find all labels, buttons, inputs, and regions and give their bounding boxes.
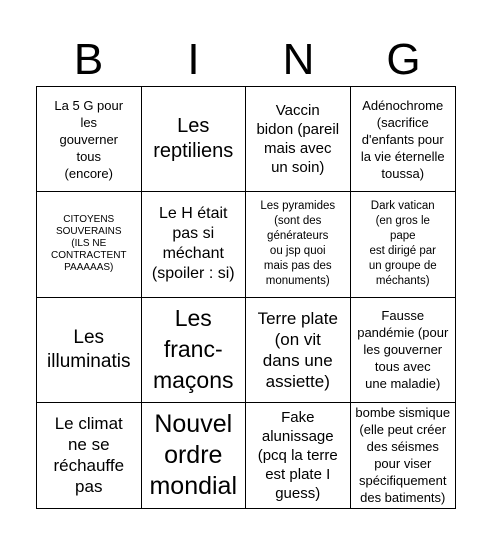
header-letter-i: I <box>187 35 200 84</box>
bingo-cell[interactable] <box>246 298 351 403</box>
bingo-cell[interactable] <box>351 298 456 403</box>
cell-text: Les franc- maçons <box>152 305 234 394</box>
cell-text: Les reptiliens <box>153 115 234 163</box>
bingo-grid <box>36 86 456 509</box>
cell-text: Adénochrome (sacrifice d'enfants pour la vie éternelle toussa) <box>360 97 445 181</box>
bingo-cell[interactable] <box>37 192 142 297</box>
bingo-cell[interactable] <box>246 192 351 297</box>
header-letter-n: N <box>282 35 315 84</box>
bingo-cell[interactable] <box>142 403 247 508</box>
cell-text: Dark vatican (en gros le pape est dirigé par un groupe de méchants) <box>368 200 437 288</box>
header-letter-g: G <box>386 35 421 84</box>
cell-text: bombe sismique (elle peut créer des séismes pour viser spécifiquement des batiments) <box>355 405 451 506</box>
cell-text: Fausse pandémie (pour les gouverner tous avec une maladie) <box>357 308 449 392</box>
cell-text: Les illuminatis <box>47 326 131 372</box>
bingo-cell[interactable] <box>142 87 247 192</box>
cell-text: La 5 G pour les gouverner tous (encore) <box>54 97 124 181</box>
cell-text: CITOYENS SOUVERAINS (ILS NE CONTRACTENT PAAAAAS) <box>50 214 127 274</box>
header-letter-b: B <box>73 35 104 84</box>
bingo-cell[interactable] <box>37 298 142 403</box>
cell-text: Fake alunissage (pcq la terre est plate I guess) <box>257 408 338 502</box>
cell-text: Vaccin bidon (pareil mais avec un soin) <box>256 102 340 177</box>
cell-text: Terre plate (on vit dans une assiette) <box>257 308 338 391</box>
bingo-header <box>36 34 456 86</box>
bingo-cell[interactable] <box>351 87 456 192</box>
bingo-cell[interactable] <box>351 403 456 508</box>
cell-text: Le H était pas si méchant (spoiler : si) <box>151 205 235 283</box>
bingo-cell[interactable] <box>142 298 247 403</box>
cell-text: Les pyramides (sont des générateurs ou jsp quoi mais pas des monuments) <box>260 200 336 288</box>
bingo-cell[interactable] <box>142 192 247 297</box>
cell-text: Le climat ne se réchauffe pas <box>53 414 125 497</box>
bingo-cell[interactable] <box>351 192 456 297</box>
bingo-cell[interactable] <box>37 403 142 508</box>
bingo-cell[interactable] <box>246 87 351 192</box>
bingo-cell[interactable] <box>37 87 142 192</box>
cell-text: Nouvel ordre mondial <box>149 409 238 500</box>
bingo-cell[interactable] <box>246 403 351 508</box>
